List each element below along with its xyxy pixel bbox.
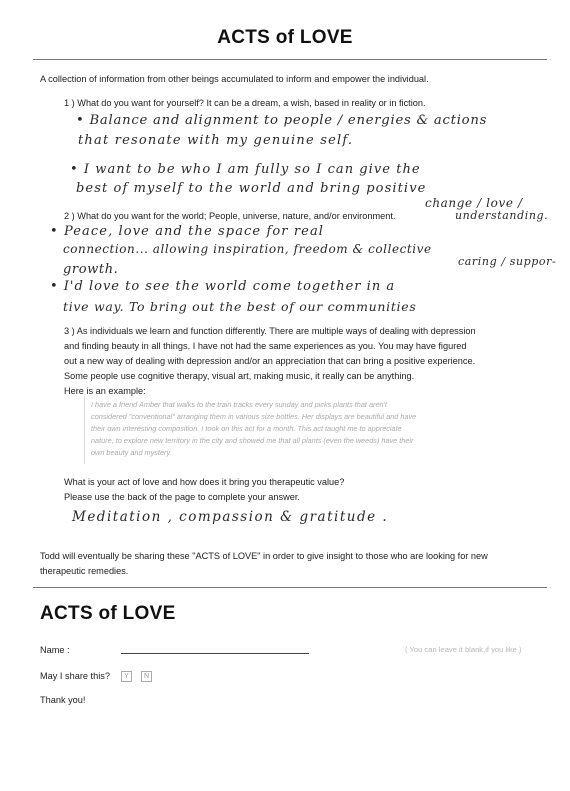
q1-answer-line-3: • I want to be who I am fully so I can give the (70, 162, 421, 177)
q2-answer-line-5: tive way. To bring out the best of our communities (63, 299, 417, 314)
act-question-2: Please use the back of the page to complete your answer. (64, 492, 300, 502)
share-yes-checkbox[interactable]: Y (121, 671, 132, 682)
act-answer: Meditation , compassion & gratitude . (72, 509, 389, 525)
q1-answer-line-1: • Balance and alignment to people / energies & actions (76, 113, 488, 128)
example-line-1: I have a friend Amber that walks to the train tracks every sunday and picks plants that aren't (91, 400, 387, 409)
act-question-1: What is your act of love and how does it bring you therapeutic value? (64, 477, 345, 487)
q1-prompt: 1 ) What do you want for yourself? It can be a dream, a wish, based in reality or in fiction. (64, 98, 426, 108)
thanks-text: Thank you! (40, 695, 86, 705)
example-label: Here is an example: (64, 386, 146, 396)
name-hint: ( You can leave it blank,if you like ) (405, 645, 522, 654)
example-line-2: considered "conventional" arranging them in various size bottles. Her displays are beautiful and have (91, 412, 417, 421)
example-box (84, 396, 485, 464)
example-line-5: own beauty and mystery. (91, 448, 172, 457)
example-line-4: nature, to explore new territory in the city and showed me that all plants (even the weeds) have their (91, 436, 414, 445)
header-divider (33, 59, 547, 60)
q3-line-2: and finding beauty in all things. I have not had the same experiences as you. You may have figured (64, 341, 467, 351)
q1-answer-line-2: that resonate with my genuine self. (78, 133, 354, 148)
share-label: May I share this? (40, 671, 110, 681)
form-divider (33, 587, 547, 588)
share-no-checkbox[interactable]: N (141, 671, 152, 682)
q2-answer-line-2: connection... allowing inspiration, freedom & collective (63, 242, 432, 256)
q1-answer-line-4: best of myself to the world and bring positive (76, 181, 427, 196)
q2-margin-note-2: understanding. (455, 209, 549, 222)
form-title: ACTS of LOVE (40, 603, 176, 624)
example-line-3: their own interesting composition. I took on this act for a month. This act taught me to appreciate (91, 424, 402, 433)
q2-answer-line-4: • I'd love to see the world come together in a (50, 279, 396, 294)
q3-line-1: 3 ) As individuals we learn and function differently. There are multiple ways of dealing with depression (64, 326, 476, 336)
q3-line-3: out a new way of dealing with depression and/or an appreciation that can bring a positive experience. (64, 356, 476, 366)
q2-margin-note-1: change / love / (425, 196, 523, 210)
q3-line-4: Some people use cognitive therapy, visual art, making music, it really can be anything. (64, 371, 415, 381)
intro-text: A collection of information from other beings accumulated to inform and empower the individual. (40, 74, 429, 84)
name-field[interactable] (121, 653, 309, 654)
closing-line-2: therapeutic remedies. (40, 566, 129, 576)
q2-answer-line-1: • Peace, love and the space for real (50, 224, 325, 239)
q2-caring-note: caring / suppor- (458, 255, 557, 268)
q2-answer-line-3: growth. (63, 262, 119, 277)
page-title: ACTS of LOVE (217, 27, 353, 48)
closing-line-1: Todd will eventually be sharing these "ACTS of LOVE" in order to give insight to those who are looking for new (40, 551, 488, 561)
name-label: Name : (40, 645, 70, 655)
q2-prompt: 2 ) What do you want for the world; People, universe, nature, and/or environment. (64, 211, 396, 221)
